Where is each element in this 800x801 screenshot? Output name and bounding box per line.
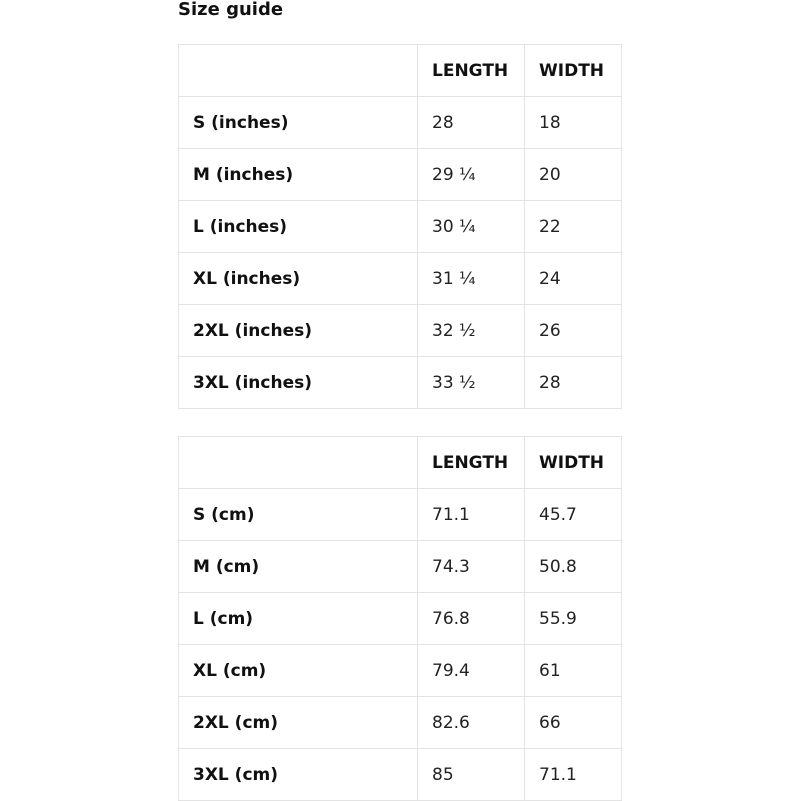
width-value: 22 (525, 201, 622, 253)
width-value: 26 (525, 305, 622, 357)
width-value: 45.7 (525, 489, 622, 541)
size-table-inches (178, 44, 622, 409)
width-value: 50.8 (525, 541, 622, 593)
size-label: S (inches) (179, 97, 418, 149)
width-value: 61 (525, 645, 622, 697)
table-header-row (179, 45, 622, 97)
length-value: 71.1 (418, 489, 525, 541)
width-value: 66 (525, 697, 622, 749)
length-value: 82.6 (418, 697, 525, 749)
size-label: M (inches) (179, 149, 418, 201)
table-header-row (179, 437, 622, 489)
length-value: 79.4 (418, 645, 525, 697)
size-label: S (cm) (179, 489, 418, 541)
width-value: 20 (525, 149, 622, 201)
page-title: Size guide (178, 0, 284, 20)
width-value: 28 (525, 357, 622, 409)
length-value: 28 (418, 97, 525, 149)
size-label: 2XL (inches) (179, 305, 418, 357)
table-row (179, 305, 622, 357)
table-row (179, 253, 622, 305)
table-row (179, 645, 622, 697)
length-value: 32 ½ (418, 305, 525, 357)
table-row (179, 357, 622, 409)
size-label: 2XL (cm) (179, 697, 418, 749)
size-table-cm (178, 436, 622, 801)
header-cell-width: WIDTH (525, 45, 622, 97)
table-row (179, 149, 622, 201)
table-row (179, 541, 622, 593)
header-cell-size (179, 437, 418, 489)
width-value: 71.1 (525, 749, 622, 801)
length-value: 33 ½ (418, 357, 525, 409)
length-value: 74.3 (418, 541, 525, 593)
size-label: M (cm) (179, 541, 418, 593)
width-value: 18 (525, 97, 622, 149)
table-row (179, 749, 622, 801)
width-value: 24 (525, 253, 622, 305)
header-cell-length: LENGTH (418, 45, 525, 97)
size-label: XL (cm) (179, 645, 418, 697)
size-label: 3XL (inches) (179, 357, 418, 409)
table-row (179, 201, 622, 253)
size-label: XL (inches) (179, 253, 418, 305)
table-row (179, 97, 622, 149)
length-value: 85 (418, 749, 525, 801)
header-cell-size (179, 45, 418, 97)
size-label: 3XL (cm) (179, 749, 418, 801)
table-row (179, 697, 622, 749)
width-value: 55.9 (525, 593, 622, 645)
header-cell-length: LENGTH (418, 437, 525, 489)
length-value: 76.8 (418, 593, 525, 645)
length-value: 30 ¼ (418, 201, 525, 253)
header-cell-width: WIDTH (525, 437, 622, 489)
length-value: 29 ¼ (418, 149, 525, 201)
size-label: L (inches) (179, 201, 418, 253)
length-value: 31 ¼ (418, 253, 525, 305)
table-row (179, 593, 622, 645)
size-label: L (cm) (179, 593, 418, 645)
table-row (179, 489, 622, 541)
